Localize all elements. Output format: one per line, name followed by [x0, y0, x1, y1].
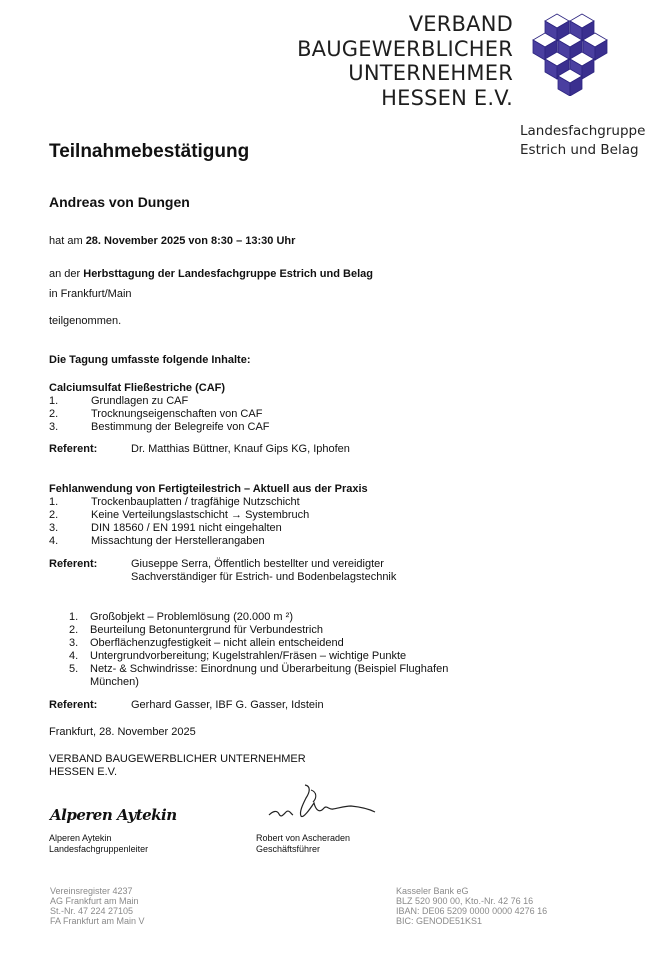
cube-pattern-logo-icon: [527, 12, 613, 96]
list-text: Untergrundvorbereitung; Kugelstrahlen/Fräsen – wichtige Punkte: [90, 650, 407, 662]
footer-line: Kasseler Bank eG: [396, 886, 469, 896]
list-number: 5.: [69, 663, 79, 675]
attendance-date: [49, 235, 295, 247]
group-name: [520, 122, 645, 160]
signatory-name: Robert von Ascheraden: [256, 833, 351, 843]
location: in Frankfurt/Main: [49, 288, 132, 300]
event-line: [49, 268, 373, 280]
footer-line: BLZ 520 900 00, Kto.-Nr. 42 76 16: [396, 896, 534, 906]
org-name-line: UNTERNEHMER: [348, 61, 513, 85]
date-bold: 28. November 2025 von 8:30 – 13:30 Uhr: [85, 235, 296, 247]
place-date: Frankfurt, 28. November 2025: [49, 726, 196, 738]
signatory-role: Landesfachgruppenleiter: [49, 844, 149, 854]
section-title: Calciumsulfat Fließestriche (CAF): [49, 382, 226, 394]
signatory-name: Alperen Aytekin: [49, 833, 112, 843]
referent-name: Dr. Matthias Büttner, Knauf Gips KG, Iphofen: [131, 443, 350, 455]
referent-line: [49, 699, 609, 713]
list-text: DIN 18560 / EN 1991 nicht eingehalten: [91, 522, 282, 534]
list-number: 4.: [69, 650, 79, 662]
footer-bank: [396, 886, 547, 926]
section-list: [49, 395, 609, 435]
list-text: Beurteilung Betonuntergrund für Verbundestrich: [90, 624, 323, 636]
list-text: Grundlagen zu CAF: [91, 395, 189, 407]
handwritten-signature: Alperen Aytekin: [50, 806, 177, 824]
closing-org-line: VERBAND BAUGEWERBLICHER UNTERNEHMER: [49, 753, 306, 765]
org-name-line: BAUGEWERBLICHER: [297, 36, 513, 61]
section-title: Fehlanwendung von Fertigteilestrich – Aktuell aus der Praxis: [49, 483, 368, 495]
list-number: 3.: [69, 637, 79, 649]
section-list: [49, 496, 609, 548]
referent-name: Sachverständiger für Estrich- und Bodenbelagstechnik: [131, 571, 397, 583]
footer-line: BIC: GENODE51KS1: [396, 916, 483, 926]
list-text: Bestimmung der Belegreife von CAF: [91, 421, 270, 433]
list-text: Trockenbauplatten / tragfähige Nutzschicht: [91, 496, 300, 508]
footer-line: Vereinsregister 4237: [50, 886, 133, 896]
participated-text: teilgenommen.: [49, 315, 122, 327]
referent-label: Referent:: [49, 699, 98, 711]
organization-name: [297, 12, 513, 110]
footer-line: St.-Nr. 47 224 27105: [50, 906, 134, 916]
list-text: München): [90, 676, 139, 688]
referent-name: Gerhard Gasser, IBF G. Gasser, Idstein: [131, 699, 324, 711]
event-prefix: an der: [49, 268, 84, 280]
org-name-line: HESSEN E.V.: [381, 85, 513, 110]
group-name-line: Estrich und Belag: [520, 142, 639, 158]
page-title: Teilnahmebestätigung: [49, 141, 250, 162]
list-number: 3.: [49, 421, 59, 433]
handwritten-signature-icon: [265, 778, 380, 828]
signatory: [49, 833, 148, 855]
list-number: 2.: [49, 408, 59, 420]
footer-line: AG Frankfurt am Main: [50, 896, 139, 906]
group-name-line: Landesfachgruppe: [520, 123, 646, 139]
list-text: Großobjekt – Problemlösung (20.000 m ²): [90, 611, 293, 623]
closing-org-line: HESSEN E.V.: [49, 766, 118, 778]
footer-registry: [50, 886, 145, 926]
list-number: 3.: [49, 522, 59, 534]
list-text: Oberflächenzugfestigkeit – nicht allein entscheidend: [90, 637, 344, 649]
referent-label: Referent:: [49, 558, 98, 570]
list-text: Netz- & Schwindrisse: Einordnung und Überarbeitung (Beispiel Flughafen: [90, 663, 449, 675]
signatory: [256, 833, 350, 855]
list-number: 1.: [49, 496, 59, 508]
list-number: 1.: [49, 395, 59, 407]
referent-line: [49, 443, 609, 457]
footer-line: FA Frankfurt am Main V: [50, 916, 145, 926]
participant-name: Andreas von Dungen: [49, 194, 190, 210]
list-text: Keine Verteilungslastschicht → Systembruch: [91, 509, 310, 521]
referent-name: Giuseppe Serra, Öffentlich bestellter und vereidigter: [131, 558, 384, 570]
list-number: 1.: [69, 611, 79, 623]
section-list: [69, 611, 629, 691]
list-number: 2.: [49, 509, 59, 521]
list-text: Trocknungseigenschaften von CAF: [91, 408, 263, 420]
contents-heading: Die Tagung umfasste folgende Inhalte:: [49, 354, 251, 366]
list-number: 4.: [49, 535, 59, 547]
referent-label: Referent:: [49, 443, 98, 455]
signatory-role: Geschäftsführer: [256, 844, 321, 854]
list-text: Missachtung der Herstellerangaben: [91, 535, 265, 547]
footer-line: IBAN: DE06 5209 0000 0000 4276 16: [396, 906, 548, 916]
list-number: 2.: [69, 624, 79, 636]
org-name-line: VERBAND: [408, 12, 513, 36]
referent-line: [49, 558, 609, 586]
date-prefix: hat am: [49, 235, 86, 247]
event-bold: Herbsttagung der Landesfachgruppe Estrich und Belag: [83, 268, 373, 280]
